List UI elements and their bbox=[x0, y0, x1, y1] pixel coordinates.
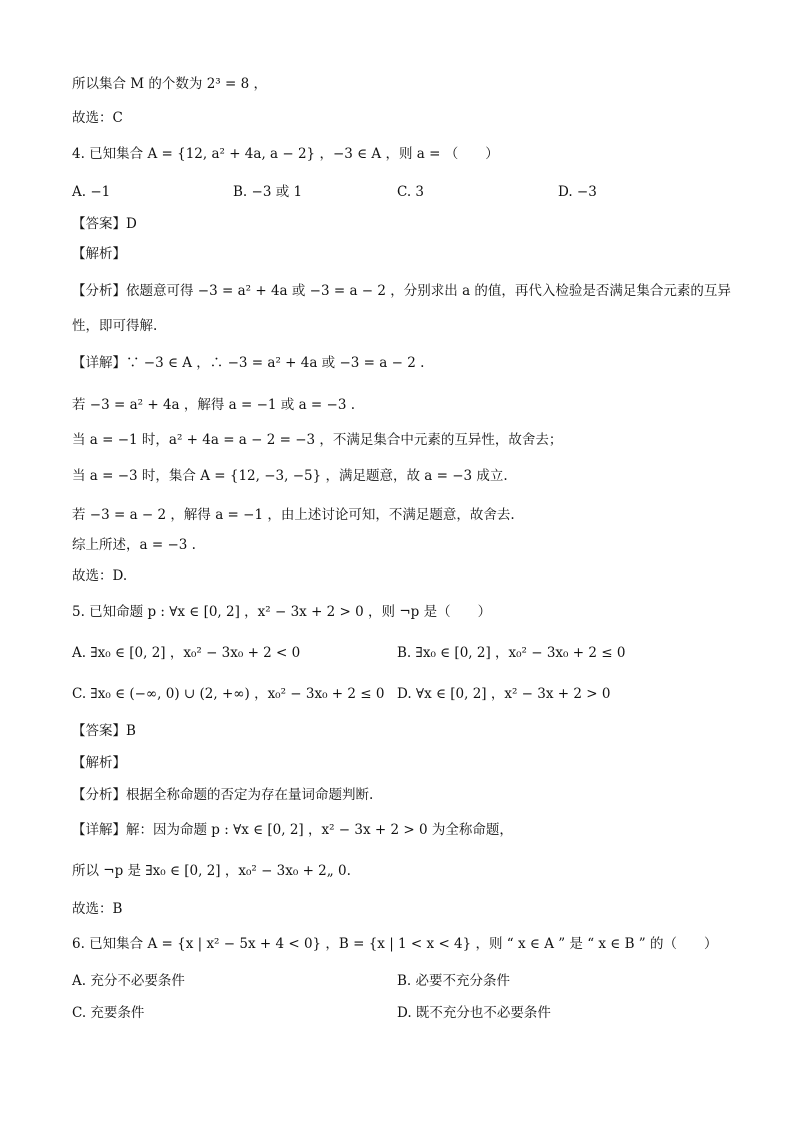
q4-choose: 故选：D. bbox=[72, 568, 128, 584]
q6-stem: 6. 已知集合 A = {x | x² − 5x + 4 < 0} ，B = {x | 1 < x < 4} ，则 “ x ∈ A ” 是 “ x ∈ B ” 的（ ） bbox=[72, 936, 718, 952]
q4-option-b: B. −3 或 1 bbox=[233, 184, 303, 200]
q5-fenxi: 【分析】根据全称命题的否定为存在量词命题判断. bbox=[72, 787, 374, 803]
q5-option-a: A. ∃x₀ ∈ [0, 2] ，x₀² − 3x₀ + 2 < 0 bbox=[72, 645, 301, 661]
q5-choose: 故选：B bbox=[72, 901, 123, 917]
q4-case1a: 当 a = −1 时，a² + 4a = a − 2 = −3 ，不满足集合中元素的互异性，故舍去； bbox=[72, 432, 563, 448]
q4-fenxi-2: 性，即可得解. bbox=[72, 318, 158, 334]
q6-option-c: C. 充要条件 bbox=[72, 1005, 145, 1021]
q4-stem: 4. 已知集合 A = {12, a² + 4a, a − 2} ，−3 ∈ A ，则 a = （ ） bbox=[72, 146, 499, 162]
q4-option-d: D. −3 bbox=[558, 184, 597, 200]
q4-case1b: 当 a = −3 时，集合 A = {12, −3, −5} ，满足题意，故 a = −3 成立. bbox=[72, 468, 508, 484]
q5-option-b: B. ∃x₀ ∈ [0, 2] ，x₀² − 3x₀ + 2 ≤ 0 bbox=[397, 645, 626, 661]
q4-answer: 【答案】D bbox=[72, 216, 137, 232]
q5-stem: 5. 已知命题 p : ∀x ∈ [0, 2] ，x² − 3x + 2 > 0 ，则 ¬p 是（ ） bbox=[72, 604, 492, 620]
q4-option-c: C. 3 bbox=[397, 184, 425, 200]
q5-analysis-head: 【解析】 bbox=[72, 755, 126, 771]
q4-fenxi-1: 【分析】依题意可得 −3 = a² + 4a 或 −3 = a − 2 ，分别求出 a 的值，再代入检验是否满足集合元素的互异 bbox=[72, 283, 731, 299]
q5-conclusion: 所以 ¬p 是 ∃x₀ ∈ [0, 2] ，x₀² − 3x₀ + 2„ 0. bbox=[72, 863, 351, 879]
q4-analysis-head: 【解析】 bbox=[72, 246, 126, 262]
q4-case1: 若 −3 = a² + 4a ，解得 a = −1 或 a = −3 . bbox=[72, 397, 356, 413]
q4-option-a: A. −1 bbox=[72, 184, 111, 200]
q5-answer: 【答案】B bbox=[72, 723, 136, 739]
q4-xiangjie: 【详解】∵ −3 ∈ A ，∴ −3 = a² + 4a 或 −3 = a − 2 . bbox=[72, 355, 425, 371]
q6-option-a: A. 充分不必要条件 bbox=[72, 973, 185, 989]
q3-count-line: 所以集合 M 的个数为 2³ = 8 ， bbox=[72, 76, 267, 92]
q6-option-b: B. 必要不充分条件 bbox=[397, 973, 511, 989]
q5-option-c: C. ∃x₀ ∈ (−∞, 0) ∪ (2, +∞) ，x₀² − 3x₀ + 2 ≤ 0 bbox=[72, 686, 385, 702]
q5-xiangjie: 【详解】解：因为命题 p : ∀x ∈ [0, 2] ，x² − 3x + 2 > 0 为全称命题， bbox=[72, 822, 513, 838]
q5-option-d: D. ∀x ∈ [0, 2] ，x² − 3x + 2 > 0 bbox=[397, 686, 611, 702]
q4-summary: 综上所述，a = −3 . bbox=[72, 537, 196, 553]
q6-option-d: D. 既不充分也不必要条件 bbox=[397, 1005, 551, 1021]
q4-case2: 若 −3 = a − 2 ，解得 a = −1 ，由上述讨论可知，不满足题意，故舍去. bbox=[72, 507, 515, 523]
q3-choose: 故选：C bbox=[72, 110, 123, 126]
